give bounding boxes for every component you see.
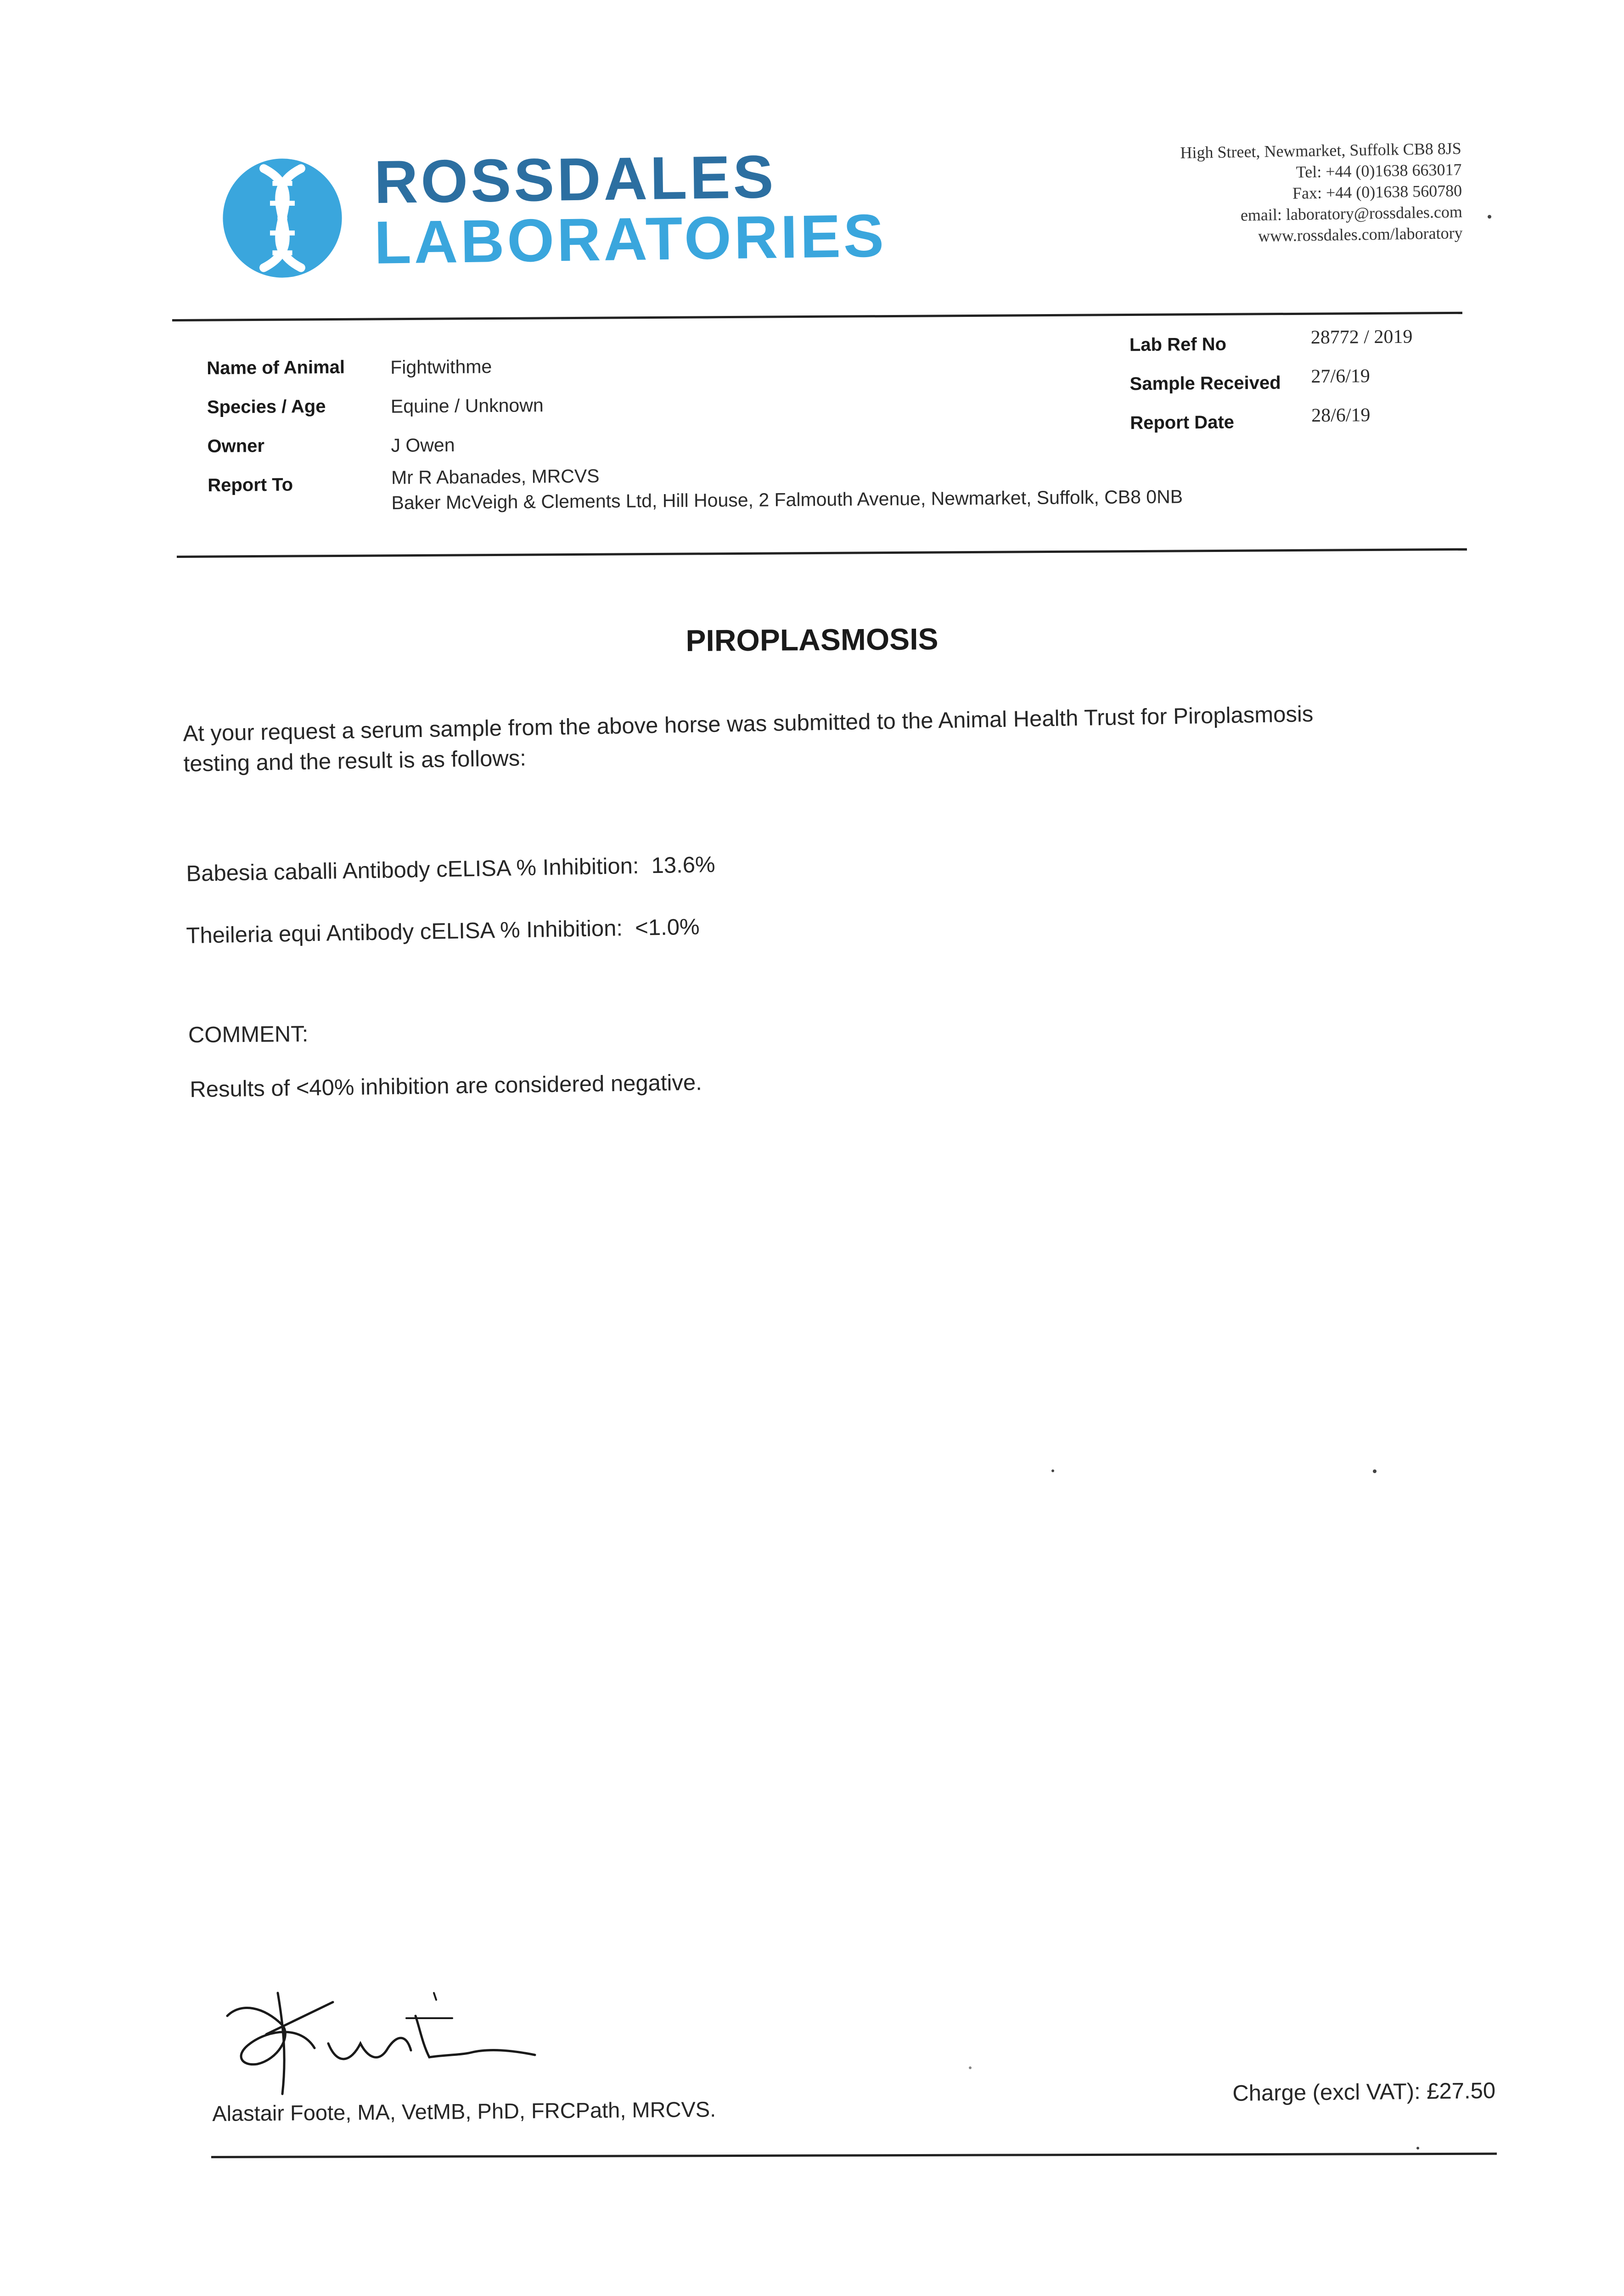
dna-helix-icon bbox=[220, 156, 344, 280]
header-divider bbox=[172, 312, 1462, 321]
species-age-label: Species / Age bbox=[207, 396, 326, 417]
lab-name-line2: LABORATORIES bbox=[374, 202, 887, 276]
lab-fax: Fax: +44 (0)1638 560780 bbox=[1292, 181, 1462, 203]
report-intro bbox=[183, 697, 1423, 779]
signatory-name: Alastair Foote, MA, VetMB, PhD, FRCPath, MRCVS. bbox=[212, 2097, 716, 2126]
details-divider bbox=[177, 548, 1467, 558]
animal-name-value: Fightwithme bbox=[390, 356, 492, 378]
lab-email: email: laboratory@rossdales.com bbox=[1240, 202, 1462, 225]
result-label: Theileria equi Antibody cELISA % Inhibition: bbox=[186, 916, 623, 948]
owner-label: Owner bbox=[207, 436, 265, 456]
lab-website: www.rossdales.com/laboratory bbox=[1258, 223, 1463, 245]
result-label: Babesia caballi Antibody cELISA % Inhibition: bbox=[186, 853, 639, 886]
report-details bbox=[207, 326, 1480, 530]
result-value: <1.0% bbox=[635, 914, 700, 940]
report-intro-line-1: At your request a serum sample from the above horse was submitted to the Animal Health Trust for Piroplasmosis bbox=[183, 702, 1314, 746]
report-date-value: 28/6/19 bbox=[1311, 405, 1371, 427]
result-row bbox=[186, 914, 700, 949]
lab-telephone: Tel: +44 (0)1638 663017 bbox=[1296, 160, 1462, 181]
result-value: 13.6% bbox=[651, 852, 716, 878]
lab-ref-label: Lab Ref No bbox=[1129, 334, 1227, 355]
footer-divider bbox=[211, 2153, 1497, 2158]
lab-address: High Street, Newmarket, Suffolk CB8 8JS bbox=[1180, 139, 1461, 162]
scan-speck bbox=[1488, 215, 1491, 219]
charge-amount: Charge (excl VAT): £27.50 bbox=[1232, 2078, 1496, 2106]
sample-received-label: Sample Received bbox=[1129, 372, 1281, 394]
report-intro-line-2: testing and the result is as follows: bbox=[183, 745, 527, 777]
report-date-label: Report Date bbox=[1130, 412, 1235, 433]
scan-speck bbox=[1416, 2147, 1419, 2150]
report-to-label: Report To bbox=[208, 474, 293, 495]
report-title: PIROPLASMOSIS bbox=[686, 622, 938, 658]
lab-contact-block bbox=[1180, 138, 1463, 248]
report-to-name-value: Mr R Abanades, MRCVS bbox=[391, 465, 600, 488]
owner-value: J Owen bbox=[391, 434, 455, 456]
result-row bbox=[186, 852, 715, 887]
animal-name-label: Name of Animal bbox=[207, 357, 345, 378]
comment-heading: COMMENT: bbox=[188, 1021, 309, 1048]
report-to-address-value: Baker McVeigh & Clements Ltd, Hill House, 2 Falmouth Avenue, Newmarket, Suffolk, CB8 0NB bbox=[391, 486, 1183, 513]
handwritten-signature bbox=[214, 1975, 553, 2103]
lab-name-line1: ROSSDALES bbox=[374, 142, 777, 216]
lab-ref-value: 28772 / 2019 bbox=[1310, 326, 1413, 349]
scan-speck bbox=[969, 2066, 972, 2069]
scan-speck bbox=[1373, 1469, 1377, 1473]
sample-received-value: 27/6/19 bbox=[1311, 366, 1370, 388]
scan-speck bbox=[1051, 1469, 1054, 1472]
comment-text: Results of <40% inhibition are considered negative. bbox=[190, 1070, 702, 1102]
species-age-value: Equine / Unknown bbox=[390, 394, 544, 417]
